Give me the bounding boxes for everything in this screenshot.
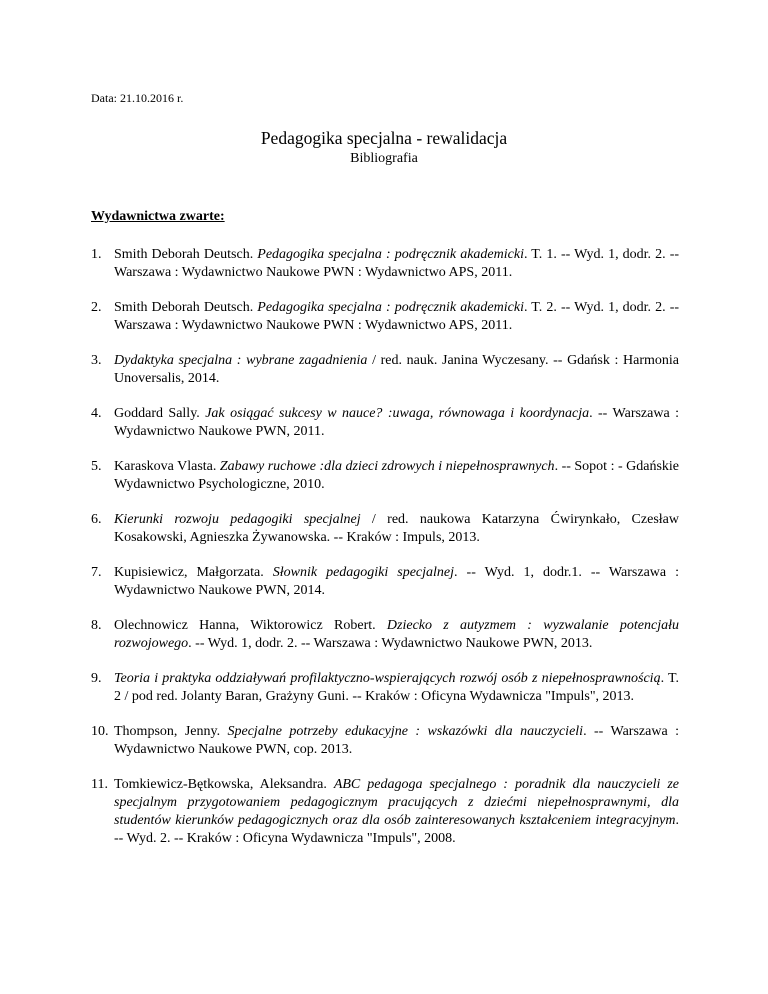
entry-author: Karaskova Vlasta.: [114, 459, 220, 474]
bibliography-list: [91, 246, 679, 865]
entry-title: Dydaktyka specjalna : wybrane zagadnienia: [114, 353, 368, 368]
entry-title: Pedagogika specjalna : podręcznik akademicki: [257, 300, 524, 315]
entry-details: . -- Warszawa : Wydawnictwo Naukowe PWN, cop. 2013.: [114, 724, 679, 757]
document-subtitle: Bibliografia: [350, 151, 418, 166]
entry-details: . T. 1. -- Wyd. 1, dodr. 2. -- Warszawa : Wydawnictwo Naukowe PWN : Wydawnictwo APS, 2011.: [114, 247, 680, 280]
bibliography-entry-7: [91, 564, 679, 600]
entry-details: / red. naukowa Katarzyna Ćwirynkało, Czesław Kosakowski, Agnieszka Żywanowska. -- Kraków : Impuls, 2013.: [114, 512, 679, 545]
entry-author: Olechnowicz Hanna, Wiktorowicz Robert.: [114, 618, 387, 633]
bibliography-entry-1: [91, 246, 679, 282]
section-heading: Wydawnictwa zwarte:: [91, 209, 225, 224]
entry-number: 7.: [91, 565, 102, 580]
bibliography-entry-10: [91, 723, 679, 759]
entry-title: Jak osiągać sukcesy w nauce? :uwaga, równowaga i koordynacja: [205, 406, 590, 421]
document-date: Data: 21.10.2016 r.: [91, 91, 184, 105]
entry-title: Słownik pedagogiki specjalnej: [272, 565, 455, 580]
entry-details: / red. nauk. Janina Wyczesany. -- Gdańsk : Harmonia Unoversalis, 2014.: [114, 353, 680, 386]
bibliography-entry-5: [91, 458, 679, 494]
entry-details: . -- Wyd. 1, dodr. 2. -- Warszawa : Wydawnictwo Naukowe PWN, 2013.: [188, 636, 593, 651]
entry-details: . T. 2. -- Wyd. 1, dodr. 2. -- Warszawa : Wydawnictwo Naukowe PWN : Wydawnictwo APS, 2011.: [114, 300, 680, 333]
bibliography-entry-3: [91, 352, 679, 388]
bibliography-entry-11: [91, 776, 679, 848]
bibliography-entry-8: [91, 617, 679, 653]
entry-author: Goddard Sally.: [114, 406, 206, 421]
entry-title: Kierunki rozwoju pedagogiki specjalnej: [114, 512, 361, 527]
entry-details: . -- Warszawa : Wydawnictwo Naukowe PWN, 2011.: [114, 406, 679, 439]
entry-number: 3.: [91, 353, 102, 368]
entry-details: . -- Wyd. 1, dodr.1. -- Warszawa : Wydawnictwo Naukowe PWN, 2014.: [114, 565, 679, 598]
entry-author: Smith Deborah Deutsch.: [114, 247, 258, 262]
entry-number: 8.: [91, 618, 102, 633]
entry-details: . T. 2 / pod red. Jolanty Baran, Grażyny Guni. -- Kraków : Oficyna Wydawnicza "Impuls", 2013.: [114, 671, 679, 704]
entry-title: Dziecko z autyzmem : wyzwalanie potencjału rozwojowego: [114, 618, 679, 651]
bibliography-entry-9: [91, 670, 679, 706]
bibliography-entry-6: [91, 511, 679, 547]
bibliography-entry-4: [91, 405, 679, 441]
document-title: Pedagogika specjalna - rewalidacja: [260, 128, 508, 148]
entry-details: . -- Sopot : - Gdańskie Wydawnictwo Psychologiczne, 2010.: [114, 459, 679, 492]
entry-number: 1.: [91, 247, 102, 262]
entry-number: 4.: [91, 406, 102, 421]
entry-title: Specjalne potrzeby edukacyjne : wskazówki dla nauczycieli: [227, 724, 584, 739]
entry-author: Kupisiewicz, Małgorzata.: [114, 565, 273, 580]
entry-number: 2.: [91, 300, 102, 315]
entry-title: Pedagogika specjalna : podręcznik akademicki: [257, 247, 524, 262]
entry-number: 11.: [91, 777, 108, 792]
entry-number: 5.: [91, 459, 102, 474]
entry-details: . -- Wyd. 2. -- Kraków : Oficyna Wydawnicza "Impuls", 2008.: [114, 813, 679, 846]
entry-number: 6.: [91, 512, 102, 527]
entry-number: 10.: [91, 724, 109, 739]
entry-author: Thompson, Jenny.: [114, 724, 228, 739]
entry-title: Zabawy ruchowe :dla dzieci zdrowych i niepełnosprawnych: [219, 459, 555, 474]
entry-author: Smith Deborah Deutsch.: [114, 300, 258, 315]
entry-title: ABC pedagoga specjalnego : poradnik dla nauczycieli ze specjalnym przygotowaniem pedagogicznym pracujących z dziećmi niepełnosprawnymi, dla studentów kierunków pedagogicznych oraz dla osób zainteresowanych kształceniem integracyjnym: [114, 777, 679, 828]
entry-number: 9.: [91, 671, 102, 686]
bibliography-entry-2: [91, 299, 679, 335]
entry-author: Tomkiewicz-Bętkowska, Aleksandra.: [114, 777, 334, 792]
entry-title: Teoria i praktyka oddziaływań profilaktyczno-wspierających rozwój osób z niepełnosprawnością: [114, 671, 661, 686]
